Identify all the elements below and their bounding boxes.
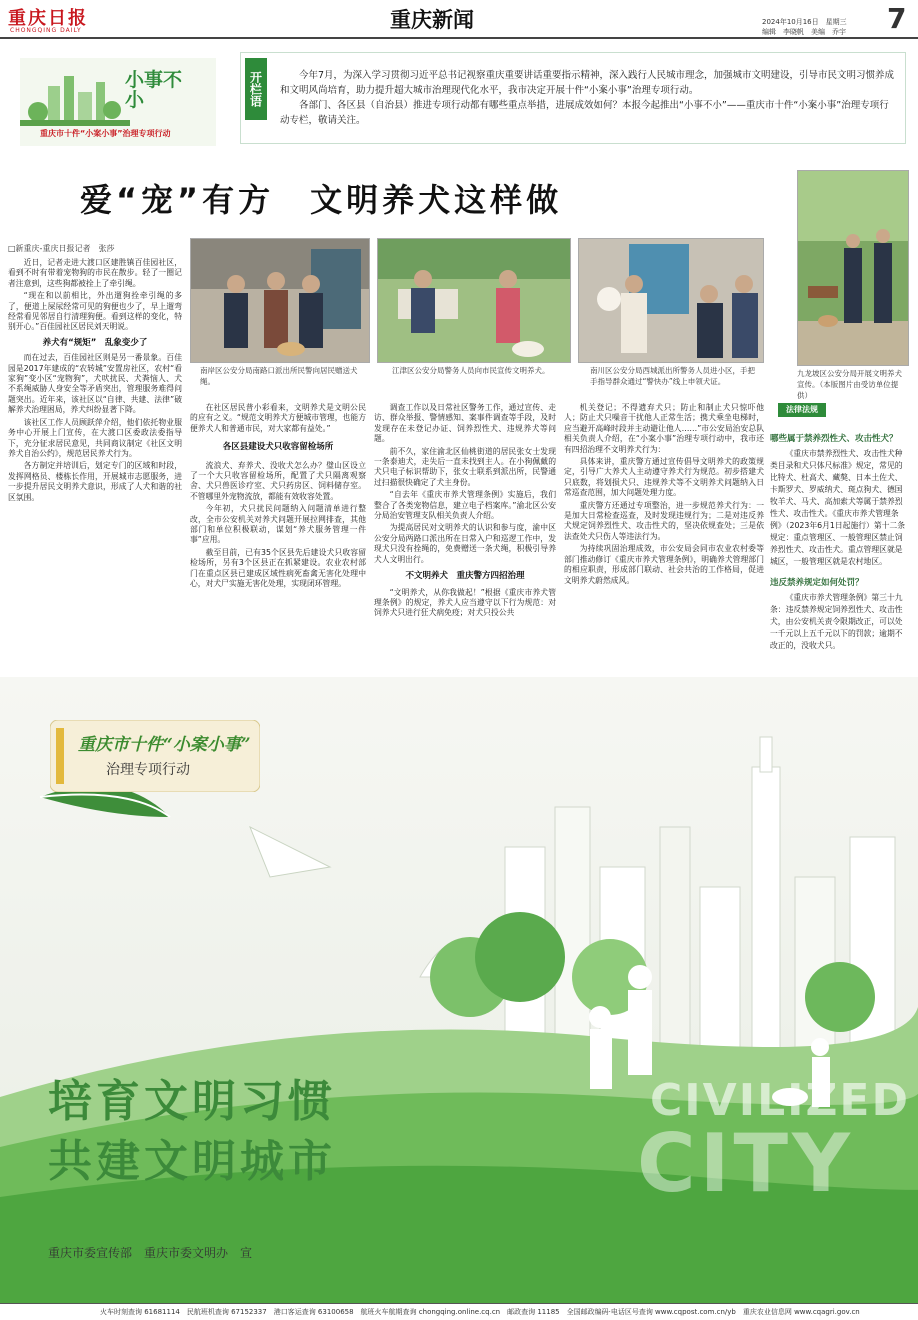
ad-organizers: 重庆市委宣传部 重庆市委文明办 宣: [48, 1246, 253, 1260]
col2-paragraph-1: 在社区居民普小彩看来，文明养犬是文明公民的应有之义。“规范文明养犬方便城市管理，也能方便养犬人和普通市民，对大家都有益处。”: [190, 403, 366, 433]
intro-paragraph-1: 今年7月，为深入学习贯彻习近平总书记视察重庆重要讲话重要指示精神，深入践行人民城市理念，加强城市文明建设，引导市民文明习惯养成和文明风尚培育，助力提升超大城市治理现代化水平，我市决定开展十件“小案小事”治理专项行动。: [280, 70, 895, 96]
article-column-4: [564, 403, 764, 670]
photo-3-caption: 南川区公安分局西城派出所警务人员进小区，手把手指导群众通过“警快办”线上申领犬证。: [590, 366, 755, 386]
col4-paragraph-3: 重庆警方还通过专项整治，进一步规范养犬行为：一是加大日常检查巡查，及时发现违规行为；二是对违反养犬规定饲养烈性犬、攻击性犬的，坚决依规查处；三是依法查处犬只伤人等违法行为。: [564, 500, 764, 541]
law-question-1: 哪些属于禁养烈性犬、攻击性犬？: [770, 434, 898, 444]
col2-paragraph-2: 流浪犬、弃养犬、没收犬怎么办？璧山区设立了一个大只收容留检场所，配置了犬只隔离观察舍、犬只兽医诊疗室、犬只药房区、饲料储存室。不管哪里外宠物流放，都能有效收容处置。: [190, 460, 366, 501]
photo-4-caption: 九龙坡区公安分局开展文明养犬宣传。（本版图片由受访单位提供）: [797, 369, 902, 400]
col4-paragraph-1: 机关登记；不得遗弃犬只；防止和制止犬只惊吓他人；防止犬只噪音干扰他人正常生活；携犬乘坐电梯时，应当避开高峰时段并主动避让他人……”市公安局治安总队相关负责人介绍，在“小案小事”治理专项行动中，我市还有四招治理不文明养犬行为：: [564, 403, 764, 454]
article-column-2: [190, 403, 366, 670]
page-number: 7: [887, 2, 907, 35]
photo-3: [578, 238, 764, 363]
law-answer-1: 《重庆市禁养烈性犬、攻击性犬种类目录和犬只体尺标准》规定，常见的比特犬、杜高犬、藏獒、日本土佐犬、卡斯罗犬、罗威纳犬、斑点狗犬、德国牧羊犬、马犬、高加索犬等属于禁养烈性犬、攻击性犬。《重庆市养犬管理条例》（2023年6月1日起施行）第十二条规定：重点管理区、一般管理区禁止饲养烈性犬、攻击性犬。重点管理区就是城区，一般管理区就是农村地区。: [770, 449, 906, 566]
ad-title: 重庆市十件“小案小事”: [78, 735, 251, 755]
col3-paragraph-2: 前不久，家住渝北区仙桃街道的居民张女士发现一条泰迪犬，走失后一直未找到主人。在小狗佩戴的犬只电子标识帮助下，张女士联系到派出所，民警通过扫描很快确定了犬主身份。: [374, 446, 556, 487]
photo-4: [797, 170, 909, 366]
photo-1: [190, 238, 370, 363]
intro-paragraph-2: 各部门、各区县（自治县）推进专项行动都有哪些重点举措，进展成效如何？本报今起推出“小事不小”——重庆市十件“小案小事”治理专项行动专栏，敬请关注。: [280, 100, 889, 126]
col1-subhead: 养犬有“规矩” 乱象变少了: [42, 337, 148, 348]
col3-paragraph-3: “自去年《重庆市养犬管理条例》实施后，我们整合了各类宠物信息，建立电子档案库。”渝北区公安分局治安管理支队相关负责人介绍。: [374, 490, 556, 521]
photo-2-caption: 江津区公安分局警务人员向市民宣传文明养犬。: [392, 366, 550, 375]
police-in-park-image: [798, 171, 909, 366]
police-promoting-dog-rules-image: [378, 239, 571, 363]
col3-paragraph-5: “文明养犬，从你我做起！”根据《重庆市养犬管理条例》的规定，养犬人应当遵守以下行为规范：对饲养犬只进行狂犬病免疫；对犬只投公共: [374, 587, 556, 618]
header-rule: [0, 37, 918, 39]
article-column-3: [374, 403, 556, 670]
footer-service-info: 火车时刻查询 61681114 民航班机查询 67152337 港口客运查询 63100658 航班火车航期查询 chongqing.online.cq.cn 邮政查询 11185 全国邮政编码·电话区号查询 www.cqpost.com.cn/yb 重庆农业信息网 www.cqagri.gov.cn: [100, 1308, 860, 1316]
ad-civilized-text: CIVILIZED: [650, 1075, 910, 1126]
byline: □新重庆-重庆日报记者 张莎: [8, 244, 115, 253]
photo-1-caption: 南岸区公安分局南路口派出所民警向居民赠送犬绳。: [200, 366, 358, 386]
col1-paragraph-1: 近日，记者走进大渡口区建胜镇百佳园社区，看到不时有带着宠物狗的市民在散步。轻了一圈记者注意到，这些狗都被拴上了牵引绳。: [8, 258, 182, 288]
editor-credits: 编辑 李晓帆 美编 乔宇: [762, 28, 846, 36]
col3-paragraph-4: 为提高居民对文明养犬的认识和参与度，渝中区公安分局两路口派出所在日常入户和巡逻工作中，发现犬只没有拴绳的，免费赠送一条犬绳，积极引导养犬人文明出行。: [374, 523, 556, 564]
article-column-1: [8, 258, 182, 670]
col2-paragraph-4: 截至目前，已有35个区县先后建设犬只收容留检场所，另有3个区县正在抓紧建设。农业农村部门在重点区县已建成区域性病死畜禽无害化处理中心，对犬尸实施无害化处理，实现闭环管理。: [190, 547, 366, 589]
intro-text: [280, 68, 898, 128]
col1-paragraph-5: 各方制定并培训后，划定专门的区域和时段，发挥网格员、楼栋长作用，开展城市志愿服务，进一步提升居民文明养犬意识，形成了人犬和谐的社区氛围。: [8, 461, 182, 502]
footer-rule: [0, 1303, 918, 1304]
issue-date: 2024年10月16日 星期三: [762, 18, 847, 26]
law-tag: 法律法规: [778, 403, 826, 417]
col2-paragraph-3: 今年初，犬只扰民问题纳入问题清单进行整改，全市公安机关对养犬问题开展拉网排查，其他部门和单位积极联动，谋划“养犬服务管理一件事”应用。: [190, 504, 366, 545]
col1-paragraph-4: 该社区工作人员顾跃萍介绍，他们依托物业服务中心开展上门宣传，在大渡口区委政法委指导下，充分征求居民意见，共同商议制定《社区文明养犬自治公约》，规范居民养犬行为。: [8, 417, 182, 458]
ad-subtitle: 治理专项行动: [106, 762, 190, 778]
col1-paragraph-3: 而在过去，百佳园社区则是另一番景象。百佳园是2017年建成的“农转城”安置房社区，农村“看家狗”变小区“宠物狗”，犬吠扰民、犬粪恼人、犬不系绳威胁人身安全等矛盾突出，管理服务难得问题突出。近年来，该社区以“自律、共建、法律”破解养犬治理困局，养犬纠纷显著下降。: [8, 353, 182, 415]
police-with-residents-image: [191, 239, 370, 363]
col4-paragraph-4: 为持续巩固治理成效，市公安局会同市农业农村委等部门推动修订《重庆市养犬管理条例》，明确养犬管理部门的相应职责，形成部门联动、社会共治的工作格局，促进文明养犬蔚然成风。: [564, 544, 764, 585]
law-answer-2: 《重庆市养犬管理条例》第三十九条：违反禁养规定饲养烈性犬、攻击性犬，由公安机关责令限期改正，可以处一千元以上五千元以下的罚款；逾期不改正的，没收犬只。: [770, 593, 903, 650]
ad-slogan-1: 培育文明习惯: [48, 1076, 336, 1127]
law-question-2: 违反禁养规定如何处罚？: [770, 578, 864, 588]
banner-title: 小事不小: [125, 69, 183, 111]
col1-paragraph-2: “现在和以前相比，外出遛狗拴牵引绳的多了，便道上屎尿经常可见的狗便也少了，早上遛弯经常看见邻居自行清理狗便。看到这样的变化，特别开心。”百佳园社区居民刘天明说。: [8, 291, 182, 332]
section-title: 重庆新闻: [390, 7, 474, 32]
col2-subhead: 各区县建设犬只收容留检场所: [222, 442, 334, 453]
banner-caption: 重庆市十件“小案小事”治理专项行动: [40, 129, 171, 138]
photo-2: [377, 238, 571, 363]
ad-city-text: CITY: [637, 1117, 854, 1210]
col4-paragraph-2: 具体来讲，重庆警方通过宣传倡导文明养犬的政策规定，引导广大养犬人主动遵守养犬行为规范。初步搭建犬只底数，将划损犬只、违规养犬等不文明养犬问题纳入日常巡查范围，加大问题处理力度。: [564, 457, 764, 498]
headline: 爱“宠”有方 文明养犬这样做: [80, 181, 563, 219]
col3-paragraph-1: 调查工作以及日常社区警务工作，通过宣传、走访、群众举报、警情感知、案事件调查等手段，及时发现存在未登记办证、饲养烈性犬、违规养犬等问题。: [374, 403, 556, 444]
police-guiding-dog-license-image: [579, 239, 764, 363]
law-sidebar: [770, 432, 910, 670]
intro-tag: 开栏语: [245, 58, 267, 120]
ad-slogan-2: 共建文明城市: [48, 1136, 336, 1187]
newspaper-logo: 重庆日报: [8, 8, 88, 29]
col3-subhead: 不文明养犬 重庆警方四招治理: [405, 571, 525, 582]
newspaper-logo-sub: CHONGQING DAILY: [10, 27, 82, 34]
